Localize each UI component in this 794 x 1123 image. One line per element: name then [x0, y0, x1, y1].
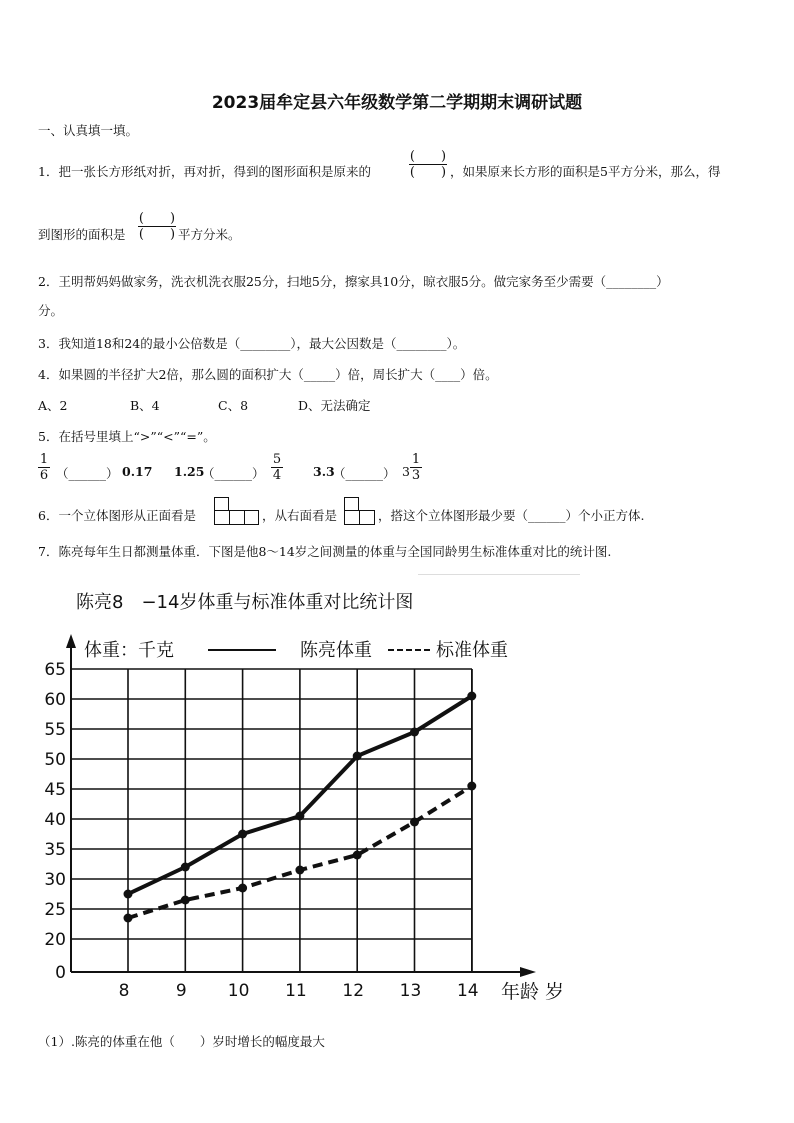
x-tick-label-8: 8: [118, 981, 130, 1001]
x-axis-label: 年龄 岁: [501, 981, 565, 1003]
q1-fraction-2-num: ( ): [138, 211, 176, 226]
q2-line-2: 分。: [38, 303, 64, 318]
divider-line: [418, 574, 580, 575]
y-axis-arrow: [66, 634, 76, 648]
page-title: 2023届牟定县六年级数学第二学期期末调研试题: [211, 93, 583, 113]
q5-fraction-3-den: 3: [411, 468, 421, 483]
front-view-figure: [214, 497, 259, 525]
q4-stem: 4．如果圆的半径扩大2倍，那么圆的面积扩大（_____）倍，周长扩大（____）倍。: [38, 367, 498, 382]
q5-fraction-2-num: 5: [272, 452, 282, 467]
q4-option-a: A、2: [38, 398, 68, 413]
q5-value-2: 1.25: [174, 464, 205, 479]
series-1-point-11: [295, 866, 304, 875]
q5-fraction-1-den: 6: [39, 468, 49, 483]
series-0-point-9: [181, 863, 190, 872]
series-0-point-8: [124, 890, 133, 899]
q5-blank-1: （______）: [56, 466, 119, 481]
y-tick-label-0: 0: [55, 963, 66, 983]
series-1-point-12: [353, 851, 362, 860]
q1-fraction-2-den: ( ): [138, 227, 176, 242]
q7-sub-1: （1）.陈亮的体重在他（ ）岁时增长的幅度最大: [38, 1034, 325, 1049]
x-tick-label-12: 12: [342, 981, 365, 1001]
y-axis-label: 体重：千克: [84, 640, 174, 661]
q6-text-1: 6．一个立体图形从正面看是: [38, 508, 196, 523]
series-1-point-10: [238, 884, 247, 893]
q1-text-3: 到图形的面积是: [38, 227, 126, 242]
q5-blank-2: （______）: [202, 466, 265, 481]
legend-chenliang: 陈亮体重: [300, 640, 372, 661]
q5-fraction-3: [410, 452, 422, 483]
q5-value-3: 3.3: [313, 464, 335, 479]
y-tick-label-25: 25: [44, 900, 66, 920]
y-tick-label-45: 45: [44, 780, 66, 800]
series-1-point-13: [410, 818, 419, 827]
q4-option-b: B、4: [130, 398, 160, 413]
x-tick-label-9: 9: [175, 981, 187, 1001]
q4-option-c: C、8: [218, 398, 249, 413]
q1-fraction-1-num: ( ): [409, 149, 447, 164]
q1-fraction-2: [138, 211, 176, 242]
legend-solid-swatch: [208, 649, 276, 651]
q4-option-d: D、无法确定: [298, 398, 371, 413]
section-heading: 一、认真填一填。: [38, 123, 139, 138]
q5-fraction-2: [271, 452, 283, 483]
y-tick-label-30: 30: [44, 870, 66, 890]
series-0-point-13: [410, 728, 419, 737]
y-tick-label-35: 35: [44, 840, 66, 860]
q1-fraction-1-den: ( ): [409, 165, 447, 180]
y-tick-label-40: 40: [44, 810, 66, 830]
x-tick-label-11: 11: [285, 981, 307, 1001]
q5-fraction-3-num: 1: [411, 452, 421, 467]
x-tick-label-13: 13: [399, 981, 422, 1001]
q5-stem: 5．在括号里填上“>”“<”“=”。: [38, 429, 216, 444]
y-tick-label-65: 65: [44, 660, 66, 680]
x-axis-arrow: [520, 967, 536, 977]
q5-blank-3: （______）: [333, 466, 396, 481]
series-0-point-10: [238, 830, 247, 839]
y-tick-label-20: 20: [44, 930, 66, 950]
y-tick-label-50: 50: [44, 750, 66, 770]
series-1-point-8: [124, 914, 133, 923]
q5-mixed-whole: 3: [402, 464, 410, 479]
q5-fraction-2-den: 4: [272, 468, 282, 483]
series-1-point-14: [467, 782, 476, 791]
q5-fraction-1-num: 1: [39, 452, 49, 467]
x-tick-label-14: 14: [456, 981, 479, 1001]
weight-line-chart: [0, 620, 794, 1080]
q2-line-1: 2．王明帮妈妈做家务，洗衣机洗衣服25分，扫地5分，擦家具10分，晾衣服5分。做完家务至少需要（________）: [38, 274, 669, 289]
series-1-point-9: [181, 896, 190, 905]
q7-text: 7．陈亮每年生日都测量体重．下图是他8～14岁之间测量的体重与全国同龄男生标准体重对比的统计图.: [38, 544, 612, 559]
legend-standard: 标准体重: [436, 640, 508, 661]
x-tick-label-10: 10: [227, 981, 250, 1001]
legend-dashed-swatch: [388, 649, 430, 651]
q5-fraction-1: [38, 452, 50, 483]
series-0-point-12: [353, 752, 362, 761]
q1-text-1: 1．把一张长方形纸对折，再对折，得到的图形面积是原来的: [38, 164, 371, 179]
q5-value-1: 0.17: [122, 464, 153, 479]
right-view-figure: [344, 497, 375, 525]
y-tick-label-60: 60: [44, 690, 66, 710]
series-0-point-11: [295, 812, 304, 821]
q6-text-3: ，搭这个立体图形最少要（______）个小正方体.: [378, 508, 645, 523]
q1-fraction-1: [409, 149, 447, 180]
q6-text-2: ，从右面看是: [262, 508, 338, 523]
chart-title: 陈亮8 −14岁体重与标准体重对比统计图: [76, 592, 414, 613]
y-tick-label-55: 55: [44, 720, 66, 740]
q1-text-2: ，如果原来长方形的面积是5平方分米，那么，得: [450, 164, 721, 179]
q3-text: 3．我知道18和24的最小公倍数是（________），最大公因数是（________）。: [38, 336, 466, 351]
series-0-point-14: [467, 692, 476, 701]
q1-text-4: 平方分米。: [178, 227, 241, 242]
